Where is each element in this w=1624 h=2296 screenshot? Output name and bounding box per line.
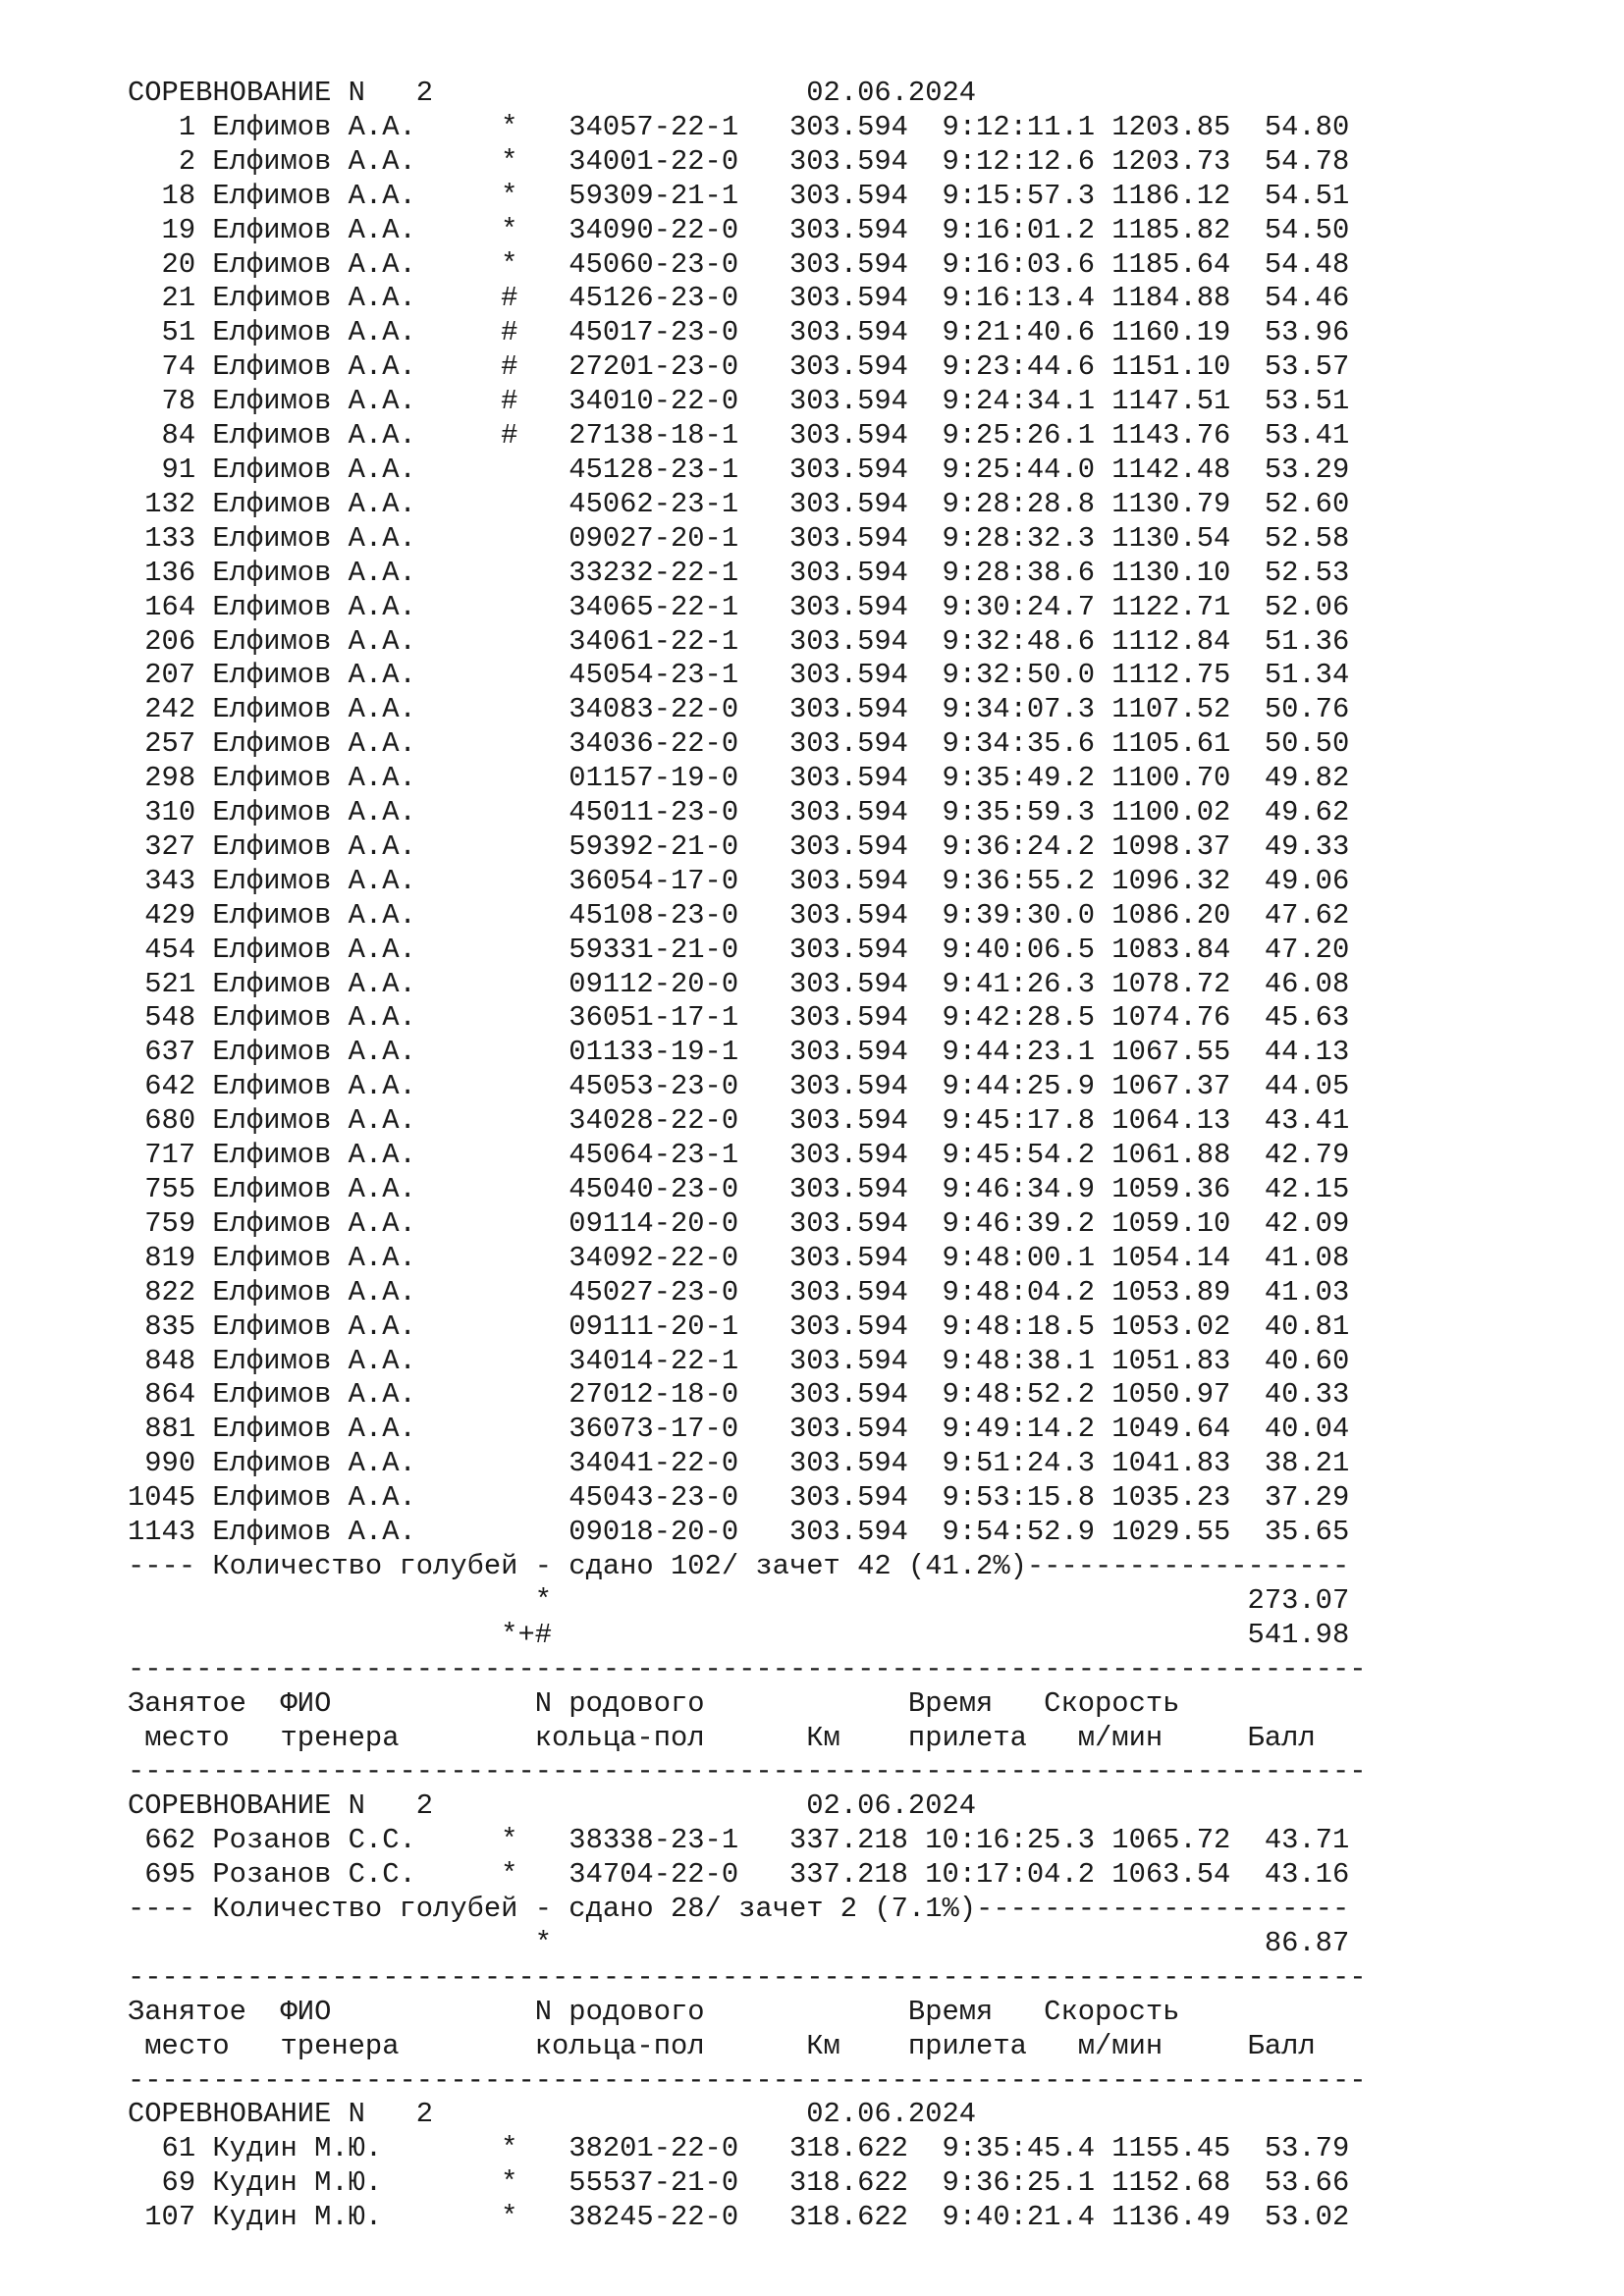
result-row: 755 Елфимов А.А. 45040-23-0 303.594 9:46:34.9 1059.36 42.15 <box>128 1173 1350 1205</box>
result-row: 242 Елфимов А.А. 34083-22-0 303.594 9:34:07.3 1107.52 50.76 <box>128 693 1350 726</box>
competition-header: СОРЕВНОВАНИЕ N 2 02.06.2024 <box>128 2098 977 2131</box>
result-row: 84 Елфимов А.А. # 27138-18-1 303.594 9:25:26.1 1143.76 53.41 <box>128 419 1350 453</box>
result-row: 107 Кудин М.Ю. * 38245-22-0 318.622 9:40:21.4 1136.49 53.02 <box>128 2201 1350 2234</box>
result-row: 310 Елфимов А.А. 45011-23-0 303.594 9:35:59.3 1100.02 49.62 <box>128 796 1350 829</box>
separator-line: ------------------------------------------------------------------------- <box>128 1755 1367 1789</box>
total-line: * 86.87 <box>128 1926 1350 1959</box>
result-row: 1045 Елфимов А.А. 45043-23-0 303.594 9:53:15.8 1035.23 37.29 <box>128 1481 1350 1515</box>
result-row: 74 Елфимов А.А. # 27201-23-0 303.594 9:23:44.6 1151.10 53.57 <box>128 350 1350 384</box>
result-row: 61 Кудин М.Ю. * 38201-22-0 318.622 9:35:45.4 1155.45 53.79 <box>128 2132 1350 2165</box>
result-row: 717 Елфимов А.А. 45064-23-1 303.594 9:45:54.2 1061.88 42.79 <box>128 1139 1350 1172</box>
result-row: 206 Елфимов А.А. 34061-22-1 303.594 9:32:48.6 1112.84 51.36 <box>128 624 1350 658</box>
result-row: 20 Елфимов А.А. * 45060-23-0 303.594 9:16:03.6 1185.64 54.48 <box>128 247 1350 281</box>
result-row: 2 Елфимов А.А. * 34001-22-0 303.594 9:12:12.6 1203.73 54.78 <box>128 144 1350 178</box>
result-row: 822 Елфимов А.А. 45027-23-0 303.594 9:48:04.2 1053.89 41.03 <box>128 1275 1350 1308</box>
result-row: 637 Елфимов А.А. 01133-19-1 303.594 9:44:23.1 1067.55 44.13 <box>128 1036 1350 1069</box>
column-header: Занятое ФИО N родового Время Скорость <box>128 1686 1180 1720</box>
result-row: 69 Кудин М.Ю. * 55537-21-0 318.622 9:36:25.1 1152.68 53.66 <box>128 2166 1350 2200</box>
result-row: 429 Елфимов А.А. 45108-23-0 303.594 9:39:30.0 1086.20 47.62 <box>128 898 1350 932</box>
result-row: 759 Елфимов А.А. 09114-20-0 303.594 9:46:39.2 1059.10 42.09 <box>128 1206 1350 1240</box>
result-row: 835 Елфимов А.А. 09111-20-1 303.594 9:48:18.5 1053.02 40.81 <box>128 1309 1350 1343</box>
column-header: место тренера кольца-пол Км прилета м/мин Балл <box>128 2029 1316 2062</box>
result-row: 207 Елфимов А.А. 45054-23-1 303.594 9:32:50.0 1112.75 51.34 <box>128 659 1350 692</box>
result-row: 695 Розанов С.С. * 34704-22-0 337.218 10:17:04.2 1063.54 43.16 <box>128 1858 1350 1892</box>
result-row: 881 Елфимов А.А. 36073-17-0 303.594 9:49:14.2 1049.64 40.04 <box>128 1413 1350 1446</box>
result-row: 848 Елфимов А.А. 34014-22-1 303.594 9:48:38.1 1051.83 40.60 <box>128 1344 1350 1377</box>
total-line: *+# 541.98 <box>128 1618 1350 1651</box>
result-row: 91 Елфимов А.А. 45128-23-1 303.594 9:25:44.0 1142.48 53.29 <box>128 453 1350 486</box>
separator-line: ------------------------------------------------------------------------- <box>128 2063 1367 2097</box>
result-row: 298 Елфимов А.А. 01157-19-0 303.594 9:35:49.2 1100.70 49.82 <box>128 762 1350 795</box>
result-row: 51 Елфимов А.А. # 45017-23-0 303.594 9:21:40.6 1160.19 53.96 <box>128 316 1350 349</box>
column-header: Занятое ФИО N родового Время Скорость <box>128 1995 1180 2028</box>
result-row: 642 Елфимов А.А. 45053-23-0 303.594 9:44:25.9 1067.37 44.05 <box>128 1070 1350 1103</box>
result-row: 327 Елфимов А.А. 59392-21-0 303.594 9:36:24.2 1098.37 49.33 <box>128 829 1350 863</box>
result-row: 257 Елфимов А.А. 34036-22-0 303.594 9:34:35.6 1105.61 50.50 <box>128 727 1350 761</box>
summary-line: ---- Количество голубей - сдано 102/ зачет 42 (41.2%)------------------- <box>128 1549 1350 1582</box>
result-row: 521 Елфимов А.А. 09112-20-0 303.594 9:41:26.3 1078.72 46.08 <box>128 967 1350 1000</box>
result-row: 136 Елфимов А.А. 33232-22-1 303.594 9:28:38.6 1130.10 52.53 <box>128 556 1350 589</box>
result-row: 343 Елфимов А.А. 36054-17-0 303.594 9:36:55.2 1096.32 49.06 <box>128 864 1350 897</box>
summary-line: ---- Количество голубей - сдано 28/ зачет 2 (7.1%)---------------------- <box>128 1893 1350 1926</box>
result-row: 78 Елфимов А.А. # 34010-22-0 303.594 9:24:34.1 1147.51 53.51 <box>128 385 1350 418</box>
result-row: 662 Розанов С.С. * 38338-23-1 337.218 10:16:25.3 1065.72 43.71 <box>128 1824 1350 1857</box>
result-row: 454 Елфимов А.А. 59331-21-0 303.594 9:40:06.5 1083.84 47.20 <box>128 933 1350 966</box>
result-row: 680 Елфимов А.А. 34028-22-0 303.594 9:45:17.8 1064.13 43.41 <box>128 1104 1350 1138</box>
separator-line: ------------------------------------------------------------------------- <box>128 1652 1367 1685</box>
results-document <box>128 77 1367 2235</box>
result-row: 132 Елфимов А.А. 45062-23-1 303.594 9:28:28.8 1130.79 52.60 <box>128 487 1350 520</box>
result-row: 864 Елфимов А.А. 27012-18-0 303.594 9:48:52.2 1050.97 40.33 <box>128 1378 1350 1412</box>
result-row: 819 Елфимов А.А. 34092-22-0 303.594 9:48:00.1 1054.14 41.08 <box>128 1241 1350 1274</box>
column-header: место тренера кольца-пол Км прилета м/мин Балл <box>128 1721 1316 1754</box>
result-row: 548 Елфимов А.А. 36051-17-1 303.594 9:42:28.5 1074.76 45.63 <box>128 1001 1350 1035</box>
total-line: * 273.07 <box>128 1583 1350 1617</box>
competition-header: СОРЕВНОВАНИЕ N 2 02.06.2024 <box>128 77 977 109</box>
result-row: 1143 Елфимов А.А. 09018-20-0 303.594 9:54:52.9 1029.55 35.65 <box>128 1516 1350 1549</box>
result-row: 164 Елфимов А.А. 34065-22-1 303.594 9:30:24.7 1122.71 52.06 <box>128 590 1350 623</box>
result-row: 990 Елфимов А.А. 34041-22-0 303.594 9:51:24.3 1041.83 38.21 <box>128 1447 1350 1480</box>
competition-header: СОРЕВНОВАНИЕ N 2 02.06.2024 <box>128 1789 977 1823</box>
result-row: 21 Елфимов А.А. # 45126-23-0 303.594 9:16:13.4 1184.88 54.46 <box>128 282 1350 315</box>
result-row: 133 Елфимов А.А. 09027-20-1 303.594 9:28:32.3 1130.54 52.58 <box>128 521 1350 555</box>
result-row: 1 Елфимов А.А. * 34057-22-1 303.594 9:12:11.1 1203.85 54.80 <box>128 110 1350 143</box>
result-row: 19 Елфимов А.А. * 34090-22-0 303.594 9:16:01.2 1185.82 54.50 <box>128 213 1350 246</box>
result-row: 18 Елфимов А.А. * 59309-21-1 303.594 9:15:57.3 1186.12 54.51 <box>128 179 1350 212</box>
separator-line: ------------------------------------------------------------------------- <box>128 1960 1367 1994</box>
